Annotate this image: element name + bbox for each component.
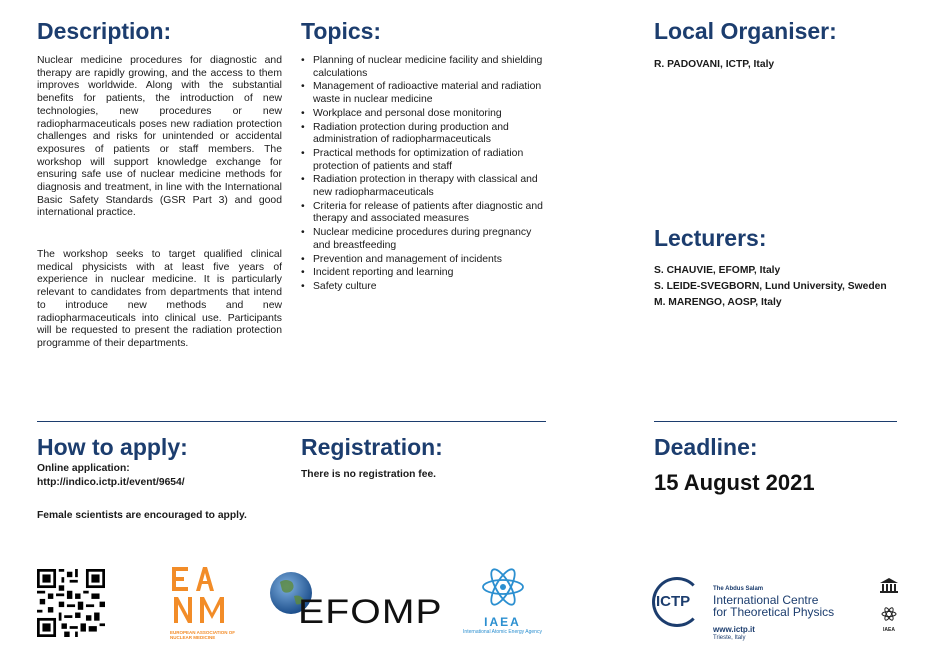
eanm-caption: EUROPEAN ASSOCIATION OF NUCLEAR MEDICINE	[170, 630, 236, 640]
qr-code-icon	[37, 569, 105, 637]
eanm-logo	[170, 565, 238, 640]
topic-item: • Safety culture	[301, 281, 546, 294]
lecturer-name: S. CHAUVIE, EFOMP, Italy	[654, 265, 781, 276]
topic-item: • Management of radioactive material and radiation waste in nuclear medicine	[301, 81, 546, 106]
description-paragraph-2: The workshop seeks to target qualified clinical medical physicists with at least five years of experience in nuclear medicine. It is particularly relevant to candidates from departments that intend to introduce new methods and new radiopharmaceuticals into clinical use. Participants will be requested to present the radiation protection programme of their departments.	[37, 249, 282, 349]
topic-item: • Workplace and personal dose monitoring	[301, 108, 546, 121]
lecturer-name: M. MARENGO, AOSP, Italy	[654, 297, 782, 308]
apply-note: Female scientists are encouraged to apply.	[37, 510, 247, 521]
lecturer-name: S. LEIDE-SVEGBORN, Lund University, Sweden	[654, 281, 887, 292]
atom-icon	[479, 565, 527, 611]
ictp-website[interactable]: www.ictp.it	[713, 625, 755, 634]
registration-heading: Registration:	[301, 434, 443, 460]
topics-heading: Topics:	[301, 18, 382, 44]
iaea-caption: International Atomic Energy Agency	[463, 629, 542, 635]
topics-list	[301, 55, 546, 295]
organiser-heading: Local Organiser:	[654, 18, 837, 44]
divider-line	[37, 421, 546, 422]
topic-item: • Radiation protection during production and administration of radiopharmaceuticals	[301, 122, 546, 147]
deadline-date: 15 August 2021	[654, 470, 815, 495]
eanm-mark-icon	[170, 565, 238, 625]
small-atom-icon	[881, 606, 897, 622]
partner-marks	[874, 577, 904, 633]
ictp-logo	[652, 575, 862, 645]
ictp-name-line-2: for Theoretical Physics	[713, 605, 835, 619]
deadline-heading: Deadline:	[654, 434, 758, 460]
topic-item: • Nuclear medicine procedures during pregnancy and breastfeeding	[301, 227, 546, 252]
apply-heading: How to apply:	[37, 434, 188, 460]
registration-text: There is no registration fee.	[301, 469, 437, 480]
topic-item: • Planning of nuclear medicine facility and shielding calculations	[301, 55, 546, 80]
apply-link[interactable]: http://indico.ictp.it/event/9654/	[37, 477, 185, 488]
organiser-name: R. PADOVANI, ICTP, Italy	[654, 59, 775, 70]
temple-icon	[879, 577, 899, 593]
topic-item: • Prevention and management of incidents	[301, 254, 546, 267]
iaea-logo	[455, 565, 550, 637]
topic-item: • Radiation protection in therapy with classical and new radiopharmaceuticals	[301, 174, 546, 199]
description-heading: Description:	[37, 18, 172, 44]
efomp-wordmark: EFOMP	[298, 593, 443, 631]
ictp-small-title: The Abdus Salam	[713, 586, 764, 592]
efomp-logo	[268, 570, 443, 631]
divider-line	[654, 421, 897, 422]
small-iaea-label: IAEA	[883, 627, 895, 633]
topic-item: • Practical methods for optimization of radiation protection of patients and staff	[301, 148, 546, 173]
ictp-name-line-1: International Centre	[713, 593, 819, 607]
ictp-mark: ICTP	[656, 593, 691, 610]
lecturers-heading: Lecturers:	[654, 225, 767, 251]
description-paragraph-1: Nuclear medicine procedures for diagnostic and therapy are rapidly growing, and the access to them improves worldwide. Along with the substantial benefits for patients, the introduction of new technologies, new procedures or new radiopharmaceuticals poses new radiation protection challenges and risks for unintended or accidental exposures of patients or staff members. The workshop will support knowledge exchange for ensuring safe use of nuclear medicine methods for diagnosis and treatment, in line with the International Basic Safety Standards (GSR Part 3) and good international practice.	[37, 55, 282, 219]
topic-item: • Incident reporting and learning	[301, 267, 546, 280]
apply-label: Online application:	[37, 463, 130, 474]
ictp-city: Trieste, Italy	[713, 635, 746, 641]
iaea-wordmark: IAEA	[484, 615, 521, 629]
topic-item: • Criteria for release of patients after diagnostic and therapy and associated measures	[301, 201, 546, 226]
